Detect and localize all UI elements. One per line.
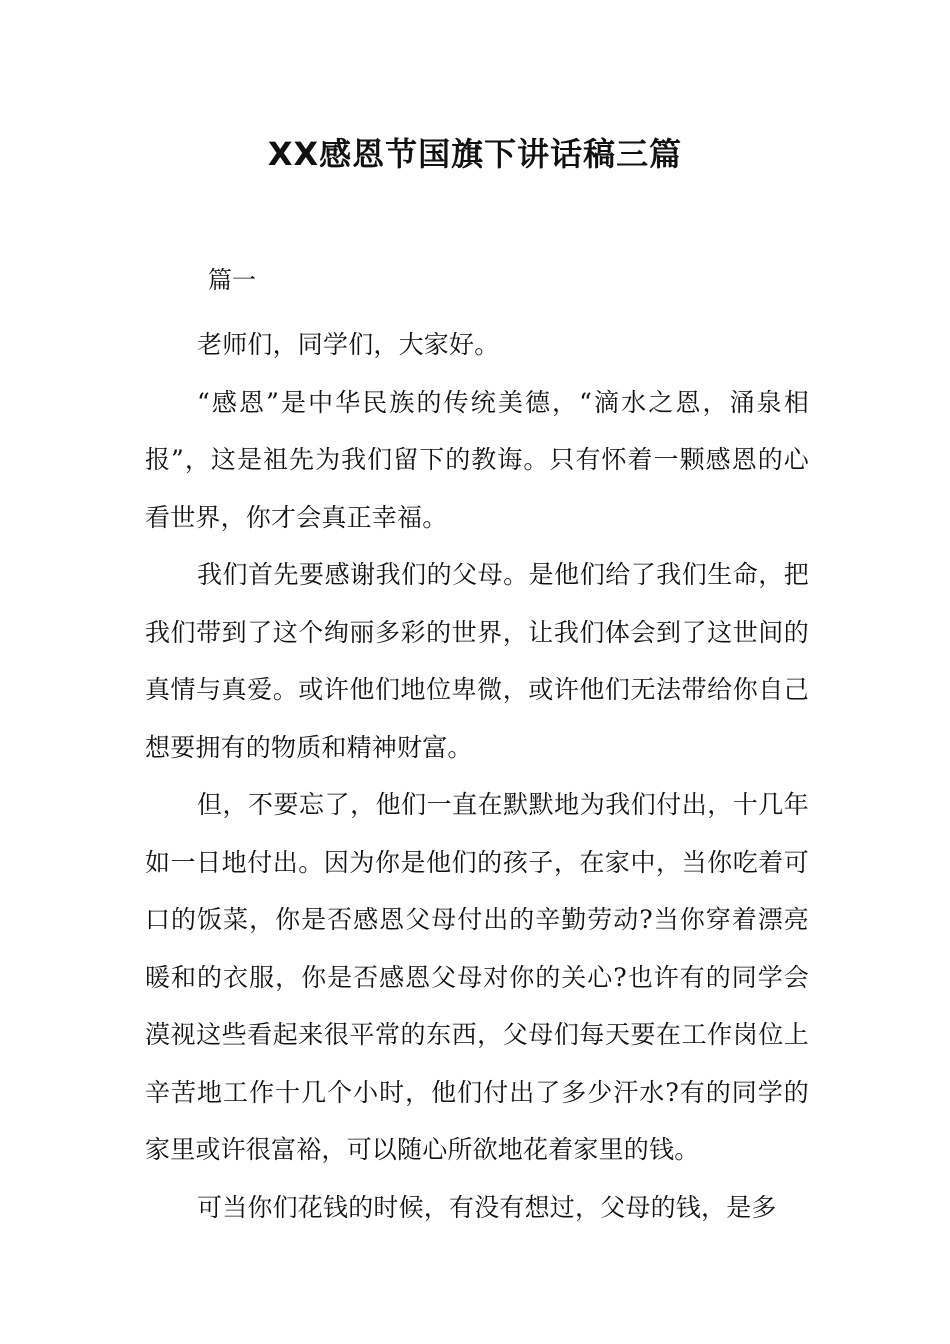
paragraph-greeting: 老师们，同学们，大家好。 xyxy=(197,330,500,359)
paragraph: 我们首先要感谢我们的父母。是他们给了我们生命，把我们带到了这个绚丽多彩的世界，让我们体会到了这世间的真情与真爱。或许他们地位卑微，或许他们无法带给你自己想要拥有的物质和精神财富。 xyxy=(145,560,809,762)
document-body xyxy=(145,316,809,1236)
paragraph: 但，不要忘了，他们一直在默默地为我们付出，十几年如一日地付出。因为你是他们的孩子，在家中，当你吃着可口的饭菜，你是否感恩父母付出的辛勤劳动?当你穿着漂亮暖和的衣服，你是否感恩父母对你的关心?也许有的同学会漠视这些看起来很平常的东西，父母们每天要在工作岗位上辛苦地工作十几个小时，他们付出了多少汗水?有的同学的家里或许很富裕，可以随心所欲地花着家里的钱。 xyxy=(145,790,809,1164)
document-title: XX感恩节国旗下讲话稿三篇 xyxy=(267,135,683,173)
section-heading: 篇一 xyxy=(208,266,256,294)
paragraph: 可当你们花钱的时候，有没有想过，父母的钱，是多 xyxy=(197,1192,777,1222)
paragraph: “感恩”是中华民族的传统美德，“滴水之恩，涌泉相报”，这是祖先为我们留下的教诲。只有怀着一颗感恩的心看世界，你才会真正幸福。 xyxy=(145,387,809,532)
